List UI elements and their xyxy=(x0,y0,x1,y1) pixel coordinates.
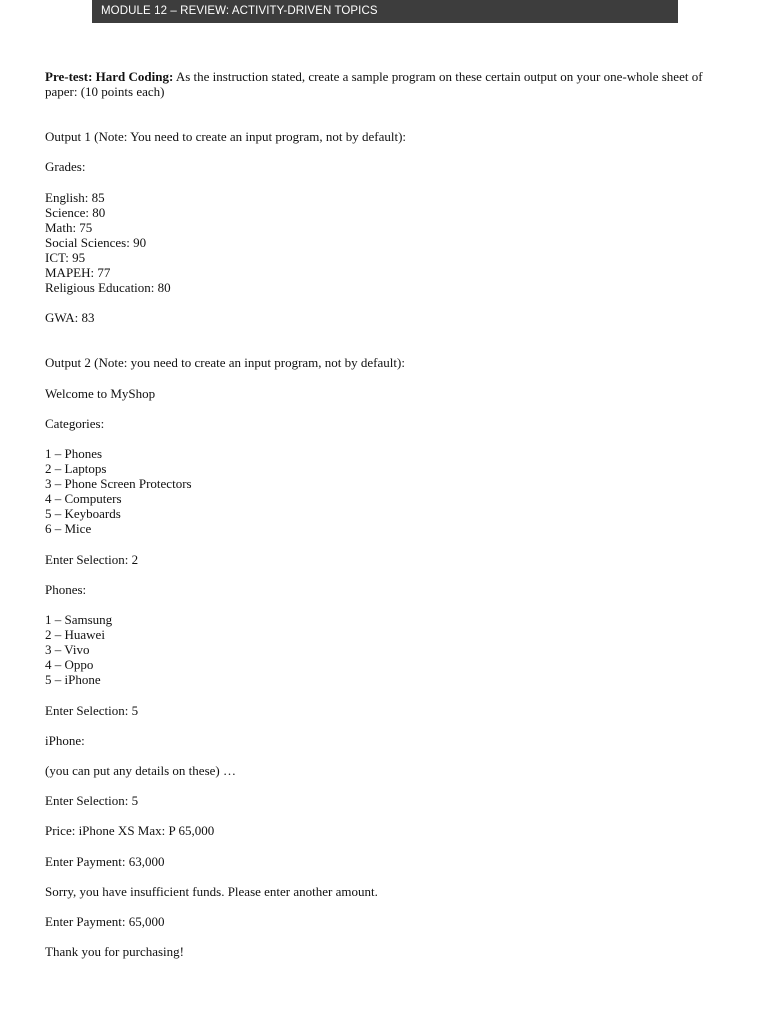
categories-list xyxy=(45,446,725,537)
insufficient-funds-line: Sorry, you have insufficient funds. Please enter another amount. xyxy=(45,883,378,899)
document-body xyxy=(45,69,725,959)
grade-item: Religious Education: 80 xyxy=(45,280,171,296)
categories-label: Categories: xyxy=(45,415,105,431)
thank-you-line: Thank you for purchasing! xyxy=(45,944,184,960)
category-item: 2 – Laptops xyxy=(45,461,107,477)
pretest-text: As the instruction stated, create a sample program on these certain output on your one-whole sheet of paper: (10 points each) xyxy=(45,69,703,100)
output1-heading: Output 1 (Note: You need to create an input program, not by default): xyxy=(45,129,407,145)
grade-item: MAPEH: 77 xyxy=(45,265,111,281)
category-item: 4 – Computers xyxy=(45,491,122,507)
selection-line-3: Enter Selection: 5 xyxy=(45,793,139,809)
iphone-label: iPhone: xyxy=(45,732,85,748)
selection-line-1: Enter Selection: 2 xyxy=(45,551,139,567)
price-line: Price: iPhone XS Max: P 65,000 xyxy=(45,823,215,839)
output2-heading: Output 2 (Note: you need to create an input program, not by default): xyxy=(45,355,405,371)
pretest-label: Pre-test: Hard Coding: xyxy=(45,69,174,84)
module-header-bar xyxy=(92,0,678,23)
gwa-line: GWA: 83 xyxy=(45,310,95,326)
phone-item: 3 – Vivo xyxy=(45,642,90,658)
grades-list xyxy=(45,190,725,296)
pretest-instructions xyxy=(45,69,725,99)
phone-item: 1 – Samsung xyxy=(45,612,113,627)
phone-item: 2 – Huawei xyxy=(45,627,105,643)
phone-item: 4 – Oppo xyxy=(45,657,94,673)
grade-item: English: 85 xyxy=(45,189,105,205)
category-item: 3 – Phone Screen Protectors xyxy=(45,476,192,492)
grade-item: Science: 80 xyxy=(45,204,106,220)
payment-line-1: Enter Payment: 63,000 xyxy=(45,853,165,869)
category-item: 5 – Keyboards xyxy=(45,506,121,522)
details-note: (you can put any details on these) … xyxy=(45,762,236,778)
selection-line-2: Enter Selection: 5 xyxy=(45,702,139,718)
phone-item: 5 – iPhone xyxy=(45,672,101,688)
category-item: 6 – Mice xyxy=(45,521,92,537)
module-title: MODULE 12 – REVIEW: ACTIVITY-DRIVEN TOPICS xyxy=(101,5,378,17)
welcome-line: Welcome to MyShop xyxy=(45,385,156,401)
grade-item: Social Sciences: 90 xyxy=(45,234,147,250)
grade-item: ICT: 95 xyxy=(45,249,86,265)
grades-label: Grades: xyxy=(45,159,86,175)
phones-list xyxy=(45,612,725,687)
payment-line-2: Enter Payment: 65,000 xyxy=(45,913,165,929)
category-item: 1 – Phones xyxy=(45,445,103,461)
grade-item: Math: 75 xyxy=(45,219,93,235)
phones-label: Phones: xyxy=(45,581,87,597)
